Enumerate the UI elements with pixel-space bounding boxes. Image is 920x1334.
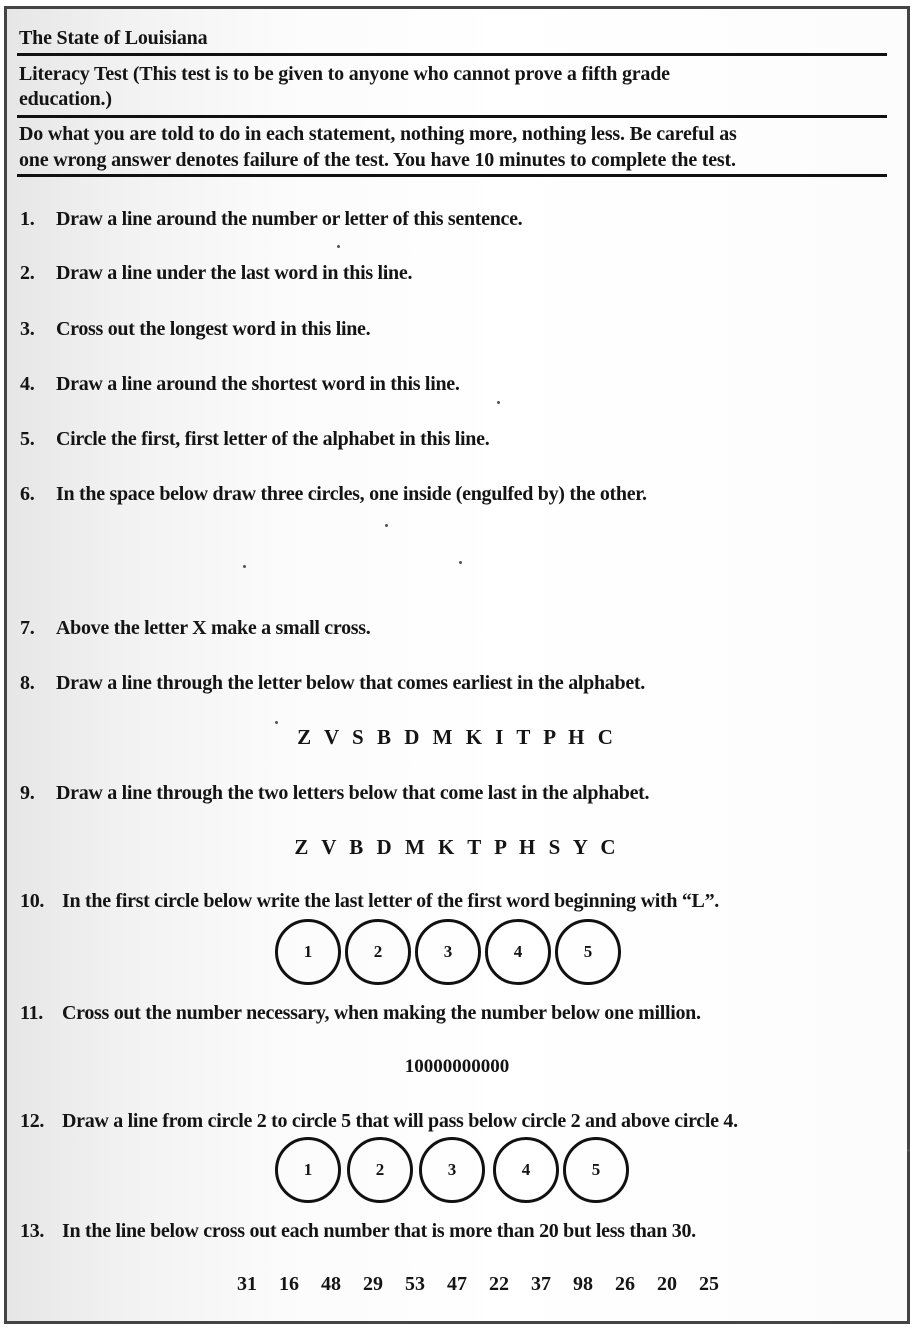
question-number: 6.	[20, 483, 35, 505]
question-number: 1.	[20, 208, 35, 230]
circle-3[interactable]: 3	[415, 919, 481, 985]
question-number: 11.	[20, 1002, 43, 1024]
question-2	[20, 261, 890, 285]
test-subtitle: Literacy Test (This test is to be given to anyone who cannot prove a fifth grade	[19, 63, 670, 85]
question-text: Draw a line through the letter below that comes earliest in the alphabet.	[56, 672, 645, 694]
header-rule-3	[17, 174, 887, 177]
question-4	[20, 372, 890, 396]
question-number: 7.	[20, 617, 35, 639]
test-state-title: The State of Louisiana	[19, 27, 208, 49]
question-text: Circle the first, first letter of the alphabet in this line.	[56, 428, 490, 450]
question-1	[20, 207, 890, 231]
question-text: Cross out the number necessary, when making the number below one million.	[62, 1002, 701, 1024]
test-subtitle-line2: education.)	[19, 88, 112, 110]
question-text: Draw a line under the last word in this line.	[56, 262, 413, 284]
circles-q12	[275, 1137, 637, 1207]
test-instructions-line2: one wrong answer denotes failure of the test. You have 10 minutes to complete the test.	[19, 149, 736, 171]
question-number: 13.	[20, 1220, 45, 1242]
question-text: Draw a line from circle 2 to circle 5 that will pass below circle 2 and above circle 4.	[62, 1110, 738, 1132]
question-number: 3.	[20, 318, 35, 340]
question-11	[20, 1001, 890, 1025]
letters-q8: Z V S B D M K I T P H C	[297, 725, 617, 749]
test-instructions: Do what you are told to do in each statement, nothing more, nothing less. Be careful as	[19, 123, 737, 145]
question-text: Draw a line around the shortest word in this line.	[56, 373, 460, 395]
question-number: 9.	[20, 782, 35, 804]
question-5	[20, 427, 890, 451]
question-text: In the space below draw three circles, one inside (engulfed by) the other.	[56, 483, 647, 505]
scan-speck	[275, 721, 278, 724]
question-number: 8.	[20, 672, 35, 694]
question-3	[20, 317, 890, 341]
circle-5[interactable]: 5	[563, 1137, 629, 1203]
question-text: Above the letter X make a small cross.	[56, 617, 371, 639]
question-6	[20, 482, 890, 506]
question-10	[20, 889, 890, 913]
question-number: 4.	[20, 373, 35, 395]
question-number: 10.	[20, 890, 45, 912]
question-text: Draw a line through the two letters below that come last in the alphabet.	[56, 782, 650, 804]
question-text: In the first circle below write the last letter of the first word beginning with “L”.	[62, 890, 719, 912]
number-q11: 10000000000	[404, 1056, 510, 1077]
scan-speck	[459, 561, 462, 564]
question-9	[20, 781, 890, 805]
question-text: Draw a line around the number or letter of this sentence.	[56, 208, 523, 230]
letters-q9: Z V B D M K T P H S Y C	[294, 835, 620, 859]
circle-4[interactable]: 4	[485, 919, 551, 985]
scan-speck	[907, 1149, 910, 1152]
circles-q10	[275, 919, 631, 989]
question-8	[20, 671, 890, 695]
literacy-test-page	[4, 6, 910, 1324]
header-rule-2	[17, 115, 887, 118]
header-rule-1	[17, 53, 887, 56]
scan-speck	[243, 565, 246, 568]
question-7	[20, 616, 890, 640]
question-number: 12.	[20, 1110, 45, 1132]
circle-2[interactable]: 2	[347, 1137, 413, 1203]
circle-3[interactable]: 3	[419, 1137, 485, 1203]
question-text: Cross out the longest word in this line.	[56, 318, 371, 340]
scan-speck	[497, 401, 500, 404]
question-12	[20, 1109, 890, 1133]
numbers-q13: 31 16 48 29 53 47 22 37 98 26 20 25	[237, 1273, 719, 1295]
question-number: 2.	[20, 262, 35, 284]
question-number: 5.	[20, 428, 35, 450]
question-13	[20, 1219, 890, 1243]
circle-1[interactable]: 1	[275, 919, 341, 985]
circle-2[interactable]: 2	[345, 919, 411, 985]
circle-5[interactable]: 5	[555, 919, 621, 985]
circle-4[interactable]: 4	[493, 1137, 559, 1203]
scan-speck	[385, 524, 388, 527]
circle-1[interactable]: 1	[275, 1137, 341, 1203]
question-text: In the line below cross out each number that is more than 20 but less than 30.	[62, 1220, 696, 1242]
scan-speck	[337, 245, 340, 248]
